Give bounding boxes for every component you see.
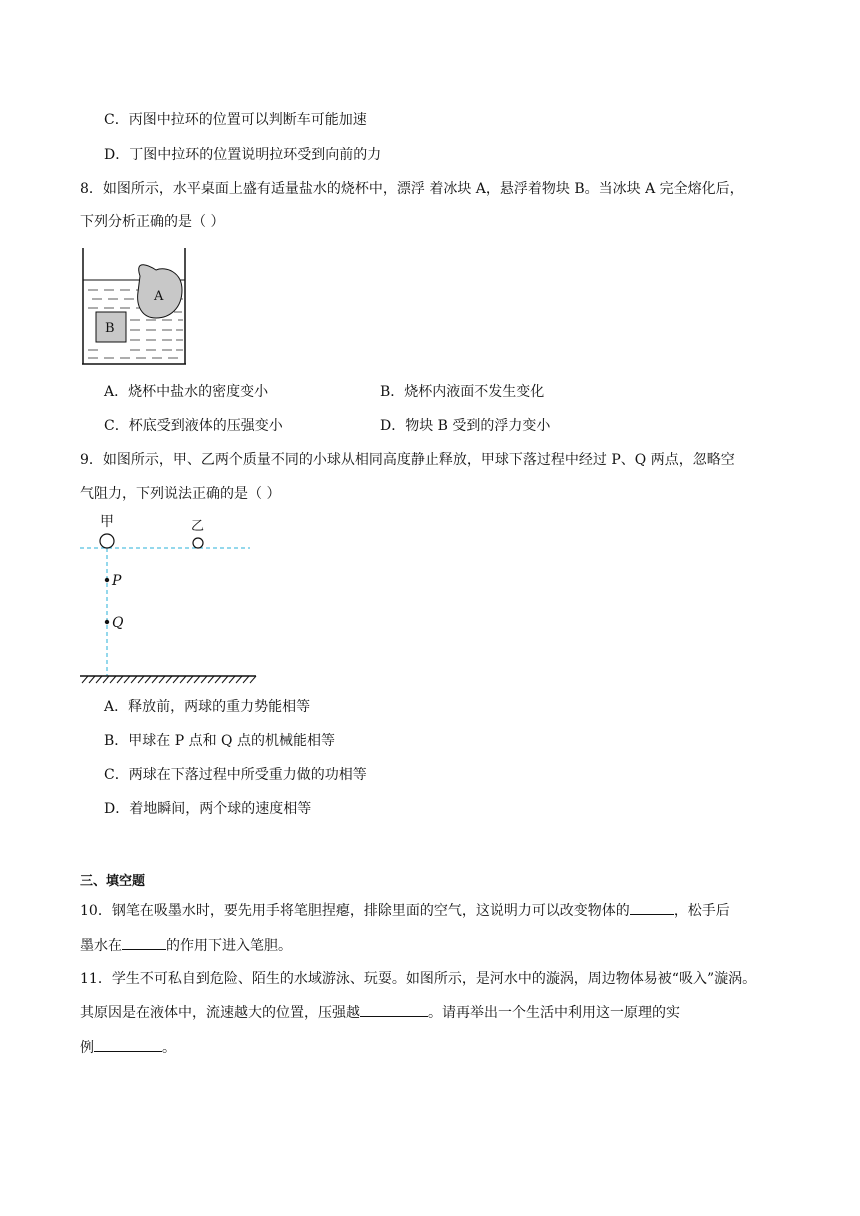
ball-yi [193,538,203,548]
q11-text-2: 。请再举出一个生活中利用这一原理的实 [428,1005,680,1021]
q11-line3 [80,1037,176,1058]
ball-jia [100,534,114,548]
q10-line1 [80,900,730,921]
q9-falling-balls-figure [78,510,258,690]
q10-line2 [80,935,292,956]
q9-option-b: B．甲球在 P 点和 Q 点的机械能相等 [104,733,335,749]
q11-line1: 11．学生不可私自到危险、陌生的水域游泳、玩耍。如图所示，是河水中的漩涡，周边物体易被“吸入”漩涡。 [80,971,757,987]
q8-option-c: C．杯底受到液体的压强变小 [104,418,283,434]
q9-stem-line2: 气阻力，下列说法正确的是（ ） [80,486,281,502]
q7-option-c: C．丙图中拉环的位置可以判断车可能加速 [104,112,367,128]
q10-blank-1[interactable] [630,900,674,915]
q11-blank-1[interactable] [360,1002,428,1017]
q10-text-3: 墨水在 [80,938,122,954]
q9-option-c: C．两球在下落过程中所受重力做的功相等 [104,767,367,783]
q11-text-1: 其原因是在液体中，流速越大的位置，压强越 [80,1005,360,1021]
label-yi: 乙 [191,519,205,534]
section-title-fill-in: 三、填空题 [80,874,146,889]
q8-beaker-figure [78,246,196,370]
label-b: B [105,321,115,336]
q10-blank-2[interactable] [122,935,166,950]
label-p: P [112,573,122,589]
label-jia: 甲 [100,514,114,530]
q11-text-4: 。 [162,1040,176,1056]
q9-option-a: A．释放前，两球的重力势能相等 [104,699,311,715]
q10-text-4: 的作用下进入笔胆。 [166,938,292,954]
point-p [105,578,109,582]
q8-option-a: A．烧杯中盐水的密度变小 [104,384,269,400]
q9-option-d: D．着地瞬间，两个球的速度相等 [104,801,312,817]
q8-stem-line2: 下列分析正确的是（ ） [80,214,225,230]
q11-blank-2[interactable] [94,1037,162,1052]
q11-line2 [80,1002,680,1023]
q10-text-2: ，松手后 [673,903,730,919]
label-q: Q [112,615,124,631]
label-a: A [154,289,164,304]
q7-option-d: D．丁图中拉环的位置说明拉环受到向前的力 [104,147,382,163]
q11-text-3: 例 [80,1040,94,1056]
q9-stem-line1: 9．如图所示，甲、乙两个质量不同的小球从相同高度静止释放，甲球下落过程中经过 P、Q 两点，忽略空 [80,452,735,468]
q8-stem-line1: 8．如图所示，水平桌面上盛有适量盐水的烧杯中，漂浮 着冰块 A，悬浮着物块 B。当冰块 A 完全熔化后， [80,181,744,197]
q8-option-b: B．烧杯内液面不发生变化 [380,384,545,400]
q10-text-1: 10．钢笔在吸墨水时，要先用手将笔胆捏瘪，排除里面的空气，这说明力可以改变物体的 [80,903,630,919]
point-q [105,620,109,624]
q8-option-d: D．物块 B 受到的浮力变小 [380,418,551,434]
